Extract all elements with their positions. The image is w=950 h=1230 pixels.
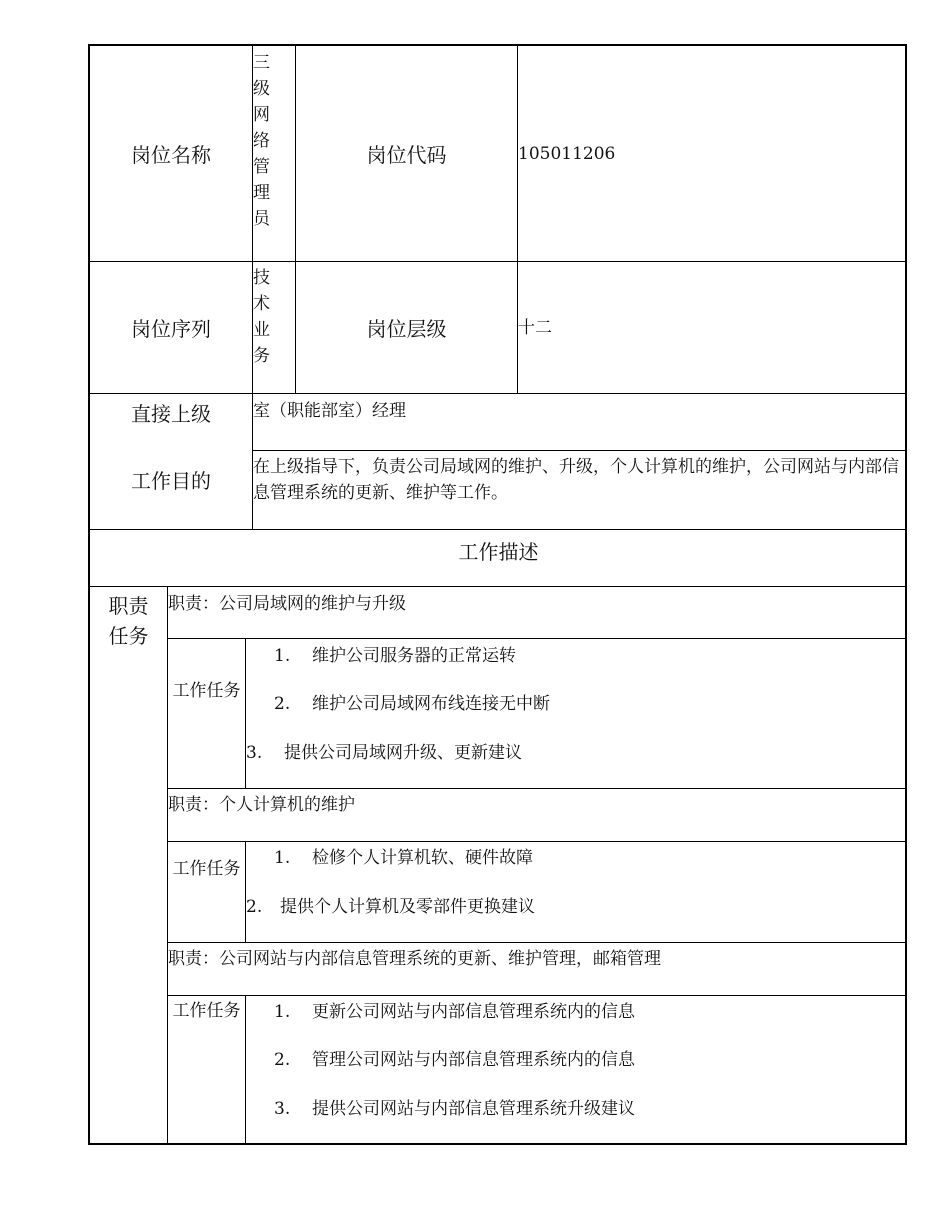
- duty-2-title: 职责：个人计算机的维护: [168, 795, 355, 815]
- work-purpose-value: 在上级指导下，负责公司局域网的维护、升级，个人计算机的维护，公司网站与内部信息管理系统的更新、维护等工作。: [253, 457, 899, 503]
- list-item: 1. 检修个人计算机软、硬件故障: [274, 848, 533, 868]
- list-item: 2. 维护公司局域网布线连接无中断: [274, 694, 550, 714]
- position-code-label: 岗位代码: [366, 143, 447, 167]
- position-code-value: 105011206: [518, 143, 616, 164]
- list-item: 3. 提供公司网站与内部信息管理系统升级建议: [274, 1099, 635, 1119]
- duty-2-task-label: 工作任务: [172, 859, 241, 879]
- position-level-value: 十二: [518, 317, 552, 338]
- job-description-table: [88, 44, 907, 1145]
- list-item: 1. 维护公司服务器的正常运转: [274, 646, 516, 666]
- duty-3-title: 职责：公司网站与内部信息管理系统的更新、维护管理，邮箱管理: [168, 949, 661, 969]
- position-sequence-label: 岗位序列: [131, 317, 211, 341]
- position-level-label: 岗位层级: [366, 317, 447, 341]
- duties-label: 职责任务: [108, 594, 149, 648]
- direct-superior-label: 直接上级: [131, 402, 211, 426]
- position-sequence-value: 技术业务: [253, 268, 270, 366]
- work-purpose-label: 工作目的: [131, 469, 211, 493]
- duty-1-title: 职责：公司局域网的维护与升级: [168, 594, 406, 614]
- list-item: 3. 提供公司局域网升级、更新建议: [246, 743, 522, 763]
- list-item: 1. 更新公司网站与内部信息管理系统内的信息: [274, 1002, 635, 1022]
- list-item: 2. 管理公司网站与内部信息管理系统内的信息: [274, 1050, 635, 1070]
- direct-superior-value: 室（职能部室）经理: [253, 401, 406, 421]
- work-description-title: 工作描述: [458, 540, 539, 564]
- duty-1-task-label: 工作任务: [172, 681, 241, 701]
- position-name-label: 岗位名称: [131, 143, 211, 167]
- position-name-value: 三级网络管理员: [253, 53, 270, 229]
- list-item: 2. 提供个人计算机及零部件更换建议: [246, 897, 535, 917]
- duty-3-task-label: 工作任务: [172, 1001, 241, 1021]
